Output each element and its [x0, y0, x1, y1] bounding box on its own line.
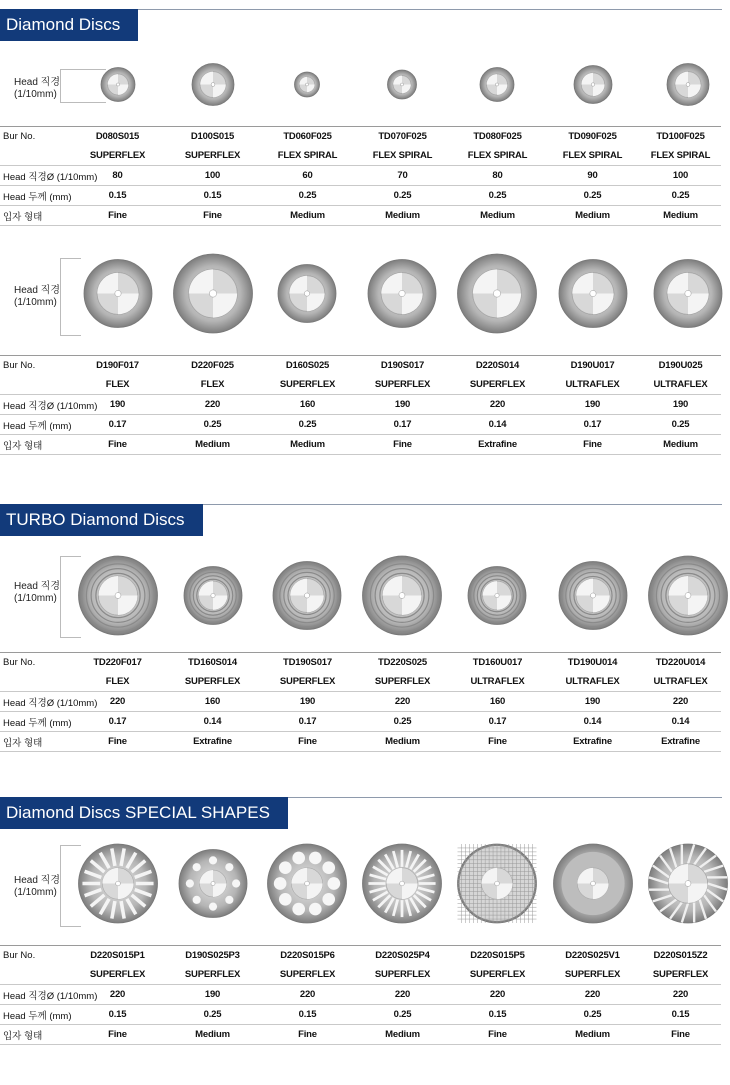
head-thickness-cell: 0.25	[640, 415, 721, 435]
bur-number-cell: TD190S017	[260, 653, 355, 673]
bur-number-cell: TD160S014	[165, 653, 260, 673]
flex-type-cell: SUPERFLEX	[260, 965, 355, 985]
flex-type-cell: SUPERFLEX	[165, 965, 260, 985]
row-label: Head 두께 (mm)	[0, 1005, 70, 1025]
table-row	[0, 166, 721, 186]
row-label: 입자 형태	[0, 206, 70, 226]
grit-type-cell: Fine	[70, 435, 165, 455]
head-label-line2: (1/10mm)	[14, 89, 57, 100]
row-label	[0, 146, 70, 166]
grit-type-cell: Extrafine	[165, 732, 260, 752]
head-label-line2: (1/10mm)	[14, 593, 57, 604]
bur-number-cell: TD060F025	[260, 127, 355, 147]
grit-type-cell: Fine	[545, 435, 640, 455]
grit-type-cell: Extrafine	[640, 732, 721, 752]
grit-type-cell: Medium	[545, 1025, 640, 1045]
disc-image	[265, 841, 350, 931]
head-label-line1: Head 직경	[14, 875, 61, 886]
bur-number-cell: D220S025P4	[355, 946, 450, 966]
head-diameter-cell: 190	[640, 395, 721, 415]
head-diameter-cell: 190	[70, 395, 165, 415]
bur-number-cell: D220S015P6	[260, 946, 355, 966]
flex-type-cell: SUPERFLEX	[450, 375, 545, 395]
bur-number-cell: D190U017	[545, 356, 640, 376]
head-diameter-cell: 220	[355, 985, 450, 1005]
head-thickness-cell: 0.25	[355, 1005, 450, 1025]
table-row	[0, 435, 721, 455]
head-thickness-cell: 0.25	[165, 1005, 260, 1025]
head-thickness-cell: 0.15	[450, 1005, 545, 1025]
disc-image	[477, 65, 517, 110]
head-diameter-cell: 190	[545, 692, 640, 712]
head-diameter-cell: 220	[640, 985, 721, 1005]
flex-type-cell: FLEX SPIRAL	[545, 146, 640, 166]
head-diameter-cell: 90	[545, 166, 640, 186]
flex-type-cell: ULTRAFLEX	[545, 672, 640, 692]
head-thickness-cell: 0.15	[70, 186, 165, 206]
head-diameter-label	[14, 77, 60, 101]
flex-type-cell: ULTRAFLEX	[545, 375, 640, 395]
disc-image	[189, 61, 237, 114]
bur-number-cell: TD220U014	[640, 653, 721, 673]
disc-image	[360, 841, 445, 931]
head-thickness-cell: 0.25	[260, 186, 355, 206]
table-row	[0, 712, 721, 732]
table-row	[0, 672, 721, 692]
spec-table	[0, 355, 721, 455]
disc-image	[270, 559, 344, 638]
grit-type-cell: Fine	[70, 206, 165, 226]
grit-type-cell: Medium	[450, 206, 545, 226]
disc-image	[176, 847, 250, 926]
head-thickness-cell: 0.14	[450, 415, 545, 435]
grit-type-cell: Fine	[260, 732, 355, 752]
row-label: 입자 형태	[0, 732, 70, 752]
head-diameter-cell: 190	[260, 692, 355, 712]
grit-type-cell: Medium	[165, 1025, 260, 1045]
disc-image	[551, 841, 636, 931]
disc-image	[556, 559, 630, 638]
flex-type-cell: SUPERFLEX	[545, 965, 640, 985]
grit-type-cell: Medium	[165, 435, 260, 455]
flex-type-cell: SUPERFLEX	[260, 375, 355, 395]
head-thickness-cell: 0.15	[260, 1005, 355, 1025]
disc-image	[76, 553, 161, 643]
bur-number-cell: D190S017	[355, 356, 450, 376]
grit-type-cell: Fine	[450, 1025, 545, 1045]
table-row	[0, 1005, 721, 1025]
flex-type-cell: SUPERFLEX	[640, 965, 721, 985]
head-thickness-cell: 0.25	[545, 1005, 640, 1025]
bur-number-cell: TD220F017	[70, 653, 165, 673]
flex-type-cell: ULTRAFLEX	[640, 375, 721, 395]
grit-type-cell: Medium	[640, 206, 721, 226]
flex-type-cell: ULTRAFLEX	[450, 672, 545, 692]
bur-number-cell: D160S025	[260, 356, 355, 376]
head-thickness-cell: 0.17	[545, 415, 640, 435]
head-label-line1: Head 직경	[14, 77, 61, 88]
table-row	[0, 415, 721, 435]
disc-image	[385, 67, 420, 107]
table-row	[0, 206, 721, 226]
head-thickness-cell: 0.14	[165, 712, 260, 732]
disc-image	[181, 564, 245, 633]
bur-number-cell: TD080F025	[450, 127, 545, 147]
head-thickness-cell: 0.17	[450, 712, 545, 732]
bur-number-cell: D080S015	[70, 127, 165, 147]
row-label: Bur No.	[0, 356, 70, 376]
head-diameter-cell: 220	[640, 692, 721, 712]
disc-image	[571, 63, 615, 112]
head-thickness-cell: 0.25	[355, 186, 450, 206]
head-diameter-cell: 220	[70, 985, 165, 1005]
disc-image	[292, 69, 323, 105]
table-row	[0, 985, 721, 1005]
table-row	[0, 356, 721, 376]
head-label-line1: Head 직경	[14, 285, 61, 296]
grit-type-cell: Fine	[450, 732, 545, 752]
bur-number-cell: D220S014	[450, 356, 545, 376]
head-diameter-cell: 160	[165, 692, 260, 712]
flex-type-cell: FLEX SPIRAL	[640, 146, 721, 166]
row-label: Head 직경Ø (1/10mm)	[0, 692, 70, 712]
table-row	[0, 946, 721, 966]
disc-image	[98, 65, 138, 110]
disc-image	[455, 841, 540, 931]
disc-image	[76, 841, 161, 931]
row-label: Bur No.	[0, 127, 70, 147]
row-label: Head 두께 (mm)	[0, 415, 70, 435]
head-diameter-cell: 220	[355, 692, 450, 712]
grit-type-cell: Medium	[260, 435, 355, 455]
bur-number-cell: D100S015	[165, 127, 260, 147]
bur-number-cell: D220S015Z2	[640, 946, 721, 966]
head-diameter-cell: 220	[545, 985, 640, 1005]
grit-type-cell: Medium	[355, 206, 450, 226]
spec-table	[0, 126, 721, 226]
grit-type-cell: Medium	[545, 206, 640, 226]
flex-type-cell: SUPERFLEX	[450, 965, 545, 985]
table-row	[0, 653, 721, 673]
flex-type-cell: SUPERFLEX	[355, 375, 450, 395]
spec-table	[0, 945, 721, 1045]
head-thickness-cell: 0.17	[355, 415, 450, 435]
bur-number-cell: D190U025	[640, 356, 721, 376]
flex-type-cell: SUPERFLEX	[70, 965, 165, 985]
flex-type-cell: SUPERFLEX	[70, 146, 165, 166]
head-diameter-cell: 190	[545, 395, 640, 415]
flex-type-cell: FLEX	[70, 672, 165, 692]
disc-image	[646, 841, 730, 931]
disc-image	[455, 251, 540, 341]
grit-type-cell: Medium	[260, 206, 355, 226]
flex-type-cell: FLEX	[70, 375, 165, 395]
bur-number-cell: TD090F025	[545, 127, 640, 147]
flex-type-cell: FLEX SPIRAL	[355, 146, 450, 166]
row-label: Bur No.	[0, 653, 70, 673]
flex-type-cell: FLEX	[165, 375, 260, 395]
bur-number-cell: TD160U017	[450, 653, 545, 673]
bur-number-cell: TD220S025	[355, 653, 450, 673]
head-thickness-cell: 0.25	[450, 186, 545, 206]
head-diameter-cell: 190	[355, 395, 450, 415]
table-row	[0, 692, 721, 712]
grit-type-cell: Fine	[165, 206, 260, 226]
section-title: Diamond Discs	[0, 9, 138, 41]
row-label: Head 직경Ø (1/10mm)	[0, 985, 70, 1005]
head-thickness-cell: 0.25	[165, 415, 260, 435]
head-thickness-cell: 0.14	[640, 712, 721, 732]
bur-number-cell: D220F025	[165, 356, 260, 376]
head-diameter-label	[14, 285, 60, 309]
head-label-line2: (1/10mm)	[14, 887, 57, 898]
bur-number-cell: D190S025P3	[165, 946, 260, 966]
row-label: 입자 형태	[0, 1025, 70, 1045]
grit-type-cell: Extrafine	[450, 435, 545, 455]
grit-type-cell: Medium	[640, 435, 721, 455]
row-label	[0, 672, 70, 692]
flex-type-cell: FLEX SPIRAL	[450, 146, 545, 166]
row-label: Head 두께 (mm)	[0, 712, 70, 732]
row-label: Head 직경Ø (1/10mm)	[0, 166, 70, 186]
disc-image	[365, 257, 439, 336]
flex-type-cell: FLEX SPIRAL	[260, 146, 355, 166]
head-thickness-cell: 0.17	[70, 712, 165, 732]
disc-image	[651, 257, 725, 336]
disc-image	[275, 262, 339, 331]
head-diameter-cell: 80	[450, 166, 545, 186]
bur-number-cell: TD190U014	[545, 653, 640, 673]
grit-type-cell: Medium	[355, 732, 450, 752]
head-diameter-cell: 100	[165, 166, 260, 186]
table-row	[0, 186, 721, 206]
disc-image	[664, 61, 712, 114]
disc-image	[556, 257, 630, 336]
row-label: Head 직경Ø (1/10mm)	[0, 395, 70, 415]
head-thickness-cell: 0.15	[640, 1005, 721, 1025]
bur-number-cell: TD070F025	[355, 127, 450, 147]
bracket	[60, 258, 81, 336]
head-diameter-cell: 100	[640, 166, 721, 186]
head-diameter-cell: 190	[165, 985, 260, 1005]
row-label	[0, 375, 70, 395]
table-row	[0, 375, 721, 395]
disc-image	[465, 564, 529, 633]
flex-type-cell: ULTRAFLEX	[640, 672, 721, 692]
row-label: 입자 형태	[0, 435, 70, 455]
flex-type-cell: SUPERFLEX	[260, 672, 355, 692]
head-thickness-cell: 0.14	[545, 712, 640, 732]
head-diameter-cell: 80	[70, 166, 165, 186]
grit-type-cell: Fine	[70, 732, 165, 752]
head-thickness-cell: 0.25	[355, 712, 450, 732]
head-thickness-cell: 0.25	[640, 186, 721, 206]
flex-type-cell: SUPERFLEX	[355, 965, 450, 985]
head-thickness-cell: 0.15	[165, 186, 260, 206]
row-label: Head 두께 (mm)	[0, 186, 70, 206]
head-diameter-label	[14, 581, 60, 605]
bur-number-cell: D220S025V1	[545, 946, 640, 966]
flex-type-cell: SUPERFLEX	[165, 146, 260, 166]
head-diameter-cell: 220	[260, 985, 355, 1005]
head-diameter-cell: 60	[260, 166, 355, 186]
head-diameter-cell: 220	[450, 395, 545, 415]
bur-number-cell: D190F017	[70, 356, 165, 376]
table-row	[0, 732, 721, 752]
head-diameter-cell: 220	[450, 985, 545, 1005]
table-row	[0, 127, 721, 147]
head-diameter-label	[14, 875, 60, 899]
head-label-line1: Head 직경	[14, 581, 61, 592]
bur-number-cell: D220S015P5	[450, 946, 545, 966]
section-title: Diamond Discs SPECIAL SHAPES	[0, 797, 288, 829]
table-row	[0, 146, 721, 166]
bur-number-cell: D220S015P1	[70, 946, 165, 966]
row-label	[0, 965, 70, 985]
head-thickness-cell: 0.17	[260, 712, 355, 732]
head-thickness-cell: 0.25	[545, 186, 640, 206]
head-diameter-cell: 220	[70, 692, 165, 712]
grit-type-cell: Medium	[355, 1025, 450, 1045]
row-label: Bur No.	[0, 946, 70, 966]
table-row	[0, 965, 721, 985]
bur-number-cell: TD100F025	[640, 127, 721, 147]
spec-table	[0, 652, 721, 752]
head-diameter-cell: 160	[260, 395, 355, 415]
grit-type-cell: Fine	[70, 1025, 165, 1045]
head-diameter-cell: 70	[355, 166, 450, 186]
grit-type-cell: Fine	[260, 1025, 355, 1045]
grit-type-cell: Fine	[355, 435, 450, 455]
grit-type-cell: Extrafine	[545, 732, 640, 752]
table-row	[0, 1025, 721, 1045]
disc-image	[360, 553, 445, 643]
disc-image	[171, 251, 256, 341]
disc-image	[81, 257, 155, 336]
grit-type-cell: Fine	[640, 1025, 721, 1045]
table-row	[0, 395, 721, 415]
head-diameter-cell: 160	[450, 692, 545, 712]
head-thickness-cell: 0.17	[70, 415, 165, 435]
head-thickness-cell: 0.25	[260, 415, 355, 435]
head-label-line2: (1/10mm)	[14, 297, 57, 308]
head-diameter-cell: 220	[165, 395, 260, 415]
section-title: TURBO Diamond Discs	[0, 504, 203, 536]
flex-type-cell: SUPERFLEX	[165, 672, 260, 692]
disc-image	[646, 553, 730, 643]
flex-type-cell: SUPERFLEX	[355, 672, 450, 692]
head-thickness-cell: 0.15	[70, 1005, 165, 1025]
